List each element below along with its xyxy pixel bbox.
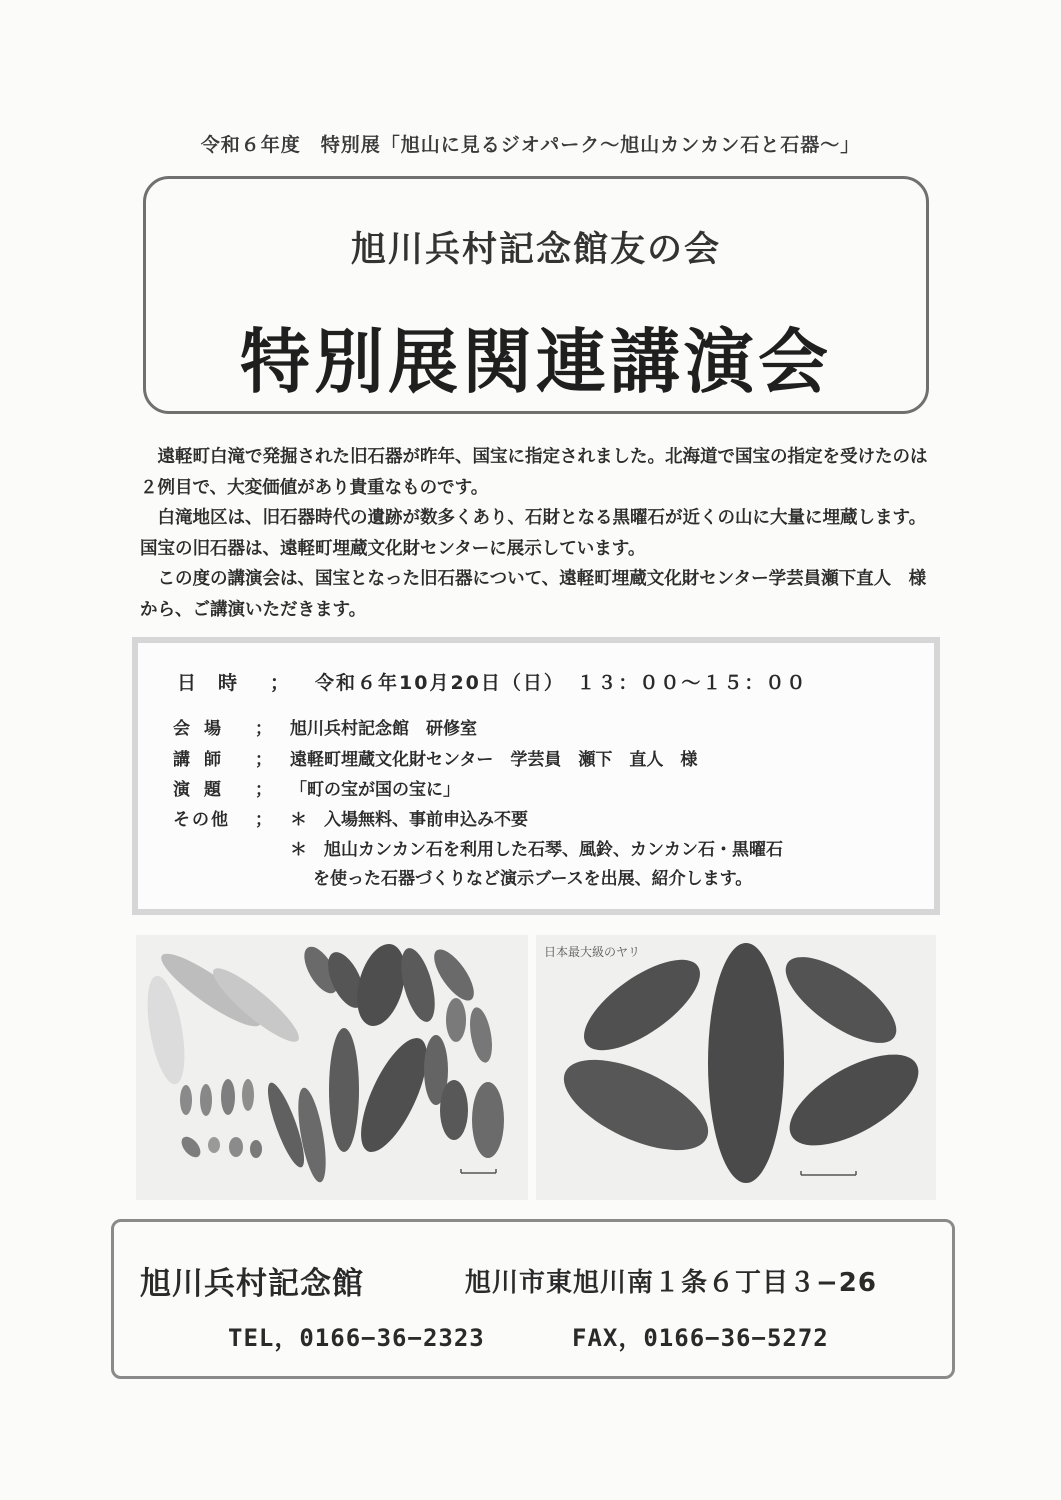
venue-sep: ； <box>255 719 272 739</box>
other-sep: ； <box>255 810 272 830</box>
other-item: ＊ 入場無料、事前申込み不要 <box>290 810 528 830</box>
topic-label: 演題 <box>173 780 235 800</box>
other-label: その他 <box>173 810 230 830</box>
stone-tools-photo <box>136 935 528 1200</box>
intro-text <box>140 442 930 625</box>
topic-sep: ； <box>255 780 272 800</box>
lecturer-value: 遠軽町埋蔵文化財センター 学芸員 瀬下 直人 様 <box>290 750 698 770</box>
other-item: ＊ 旭山カンカン石を利用した石琴、風鈴、カンカン石・黒曜石 <box>290 840 783 860</box>
museum-address: 旭川市東旭川南１条６丁目３−26 <box>465 1268 877 1298</box>
datetime-label: 日時 <box>177 672 260 694</box>
lecturer-label: 講師 <box>173 750 235 770</box>
venue-value: 旭川兵村記念館 研修室 <box>290 719 477 739</box>
topic-value: 「町の宝が国の宝に」 <box>290 780 460 800</box>
datetime-value: 令和６年10月20日（日） １３：００～１５：００ <box>315 672 808 694</box>
phone-number: TEL，0166−36−2323 <box>228 1324 485 1352</box>
intro-paragraph: 白滝地区は、旧石器時代の遺跡が数多くあり、石財となる黒曜石が近くの山に大量に埋蔵します。国宝の旧石器は、遠軽町埋蔵文化財センターに展示しています。 <box>140 508 927 559</box>
other-item: を使った石器づくりなど演示ブースを出展、紹介します。 <box>313 869 753 889</box>
museum-name: 旭川兵村記念館 <box>140 1266 364 1302</box>
spearheads-photo <box>536 935 936 1200</box>
page-title: 特別展関連講演会 <box>240 321 832 403</box>
fax-number: FAX，0166−36−5272 <box>572 1324 829 1352</box>
lecturer-sep: ； <box>255 750 272 770</box>
venue-label: 会場 <box>173 719 235 739</box>
intro-paragraph: 遠軽町白滝で発掘された旧石器が昨年、国宝に指定されました。北海道で国宝の指定を受けたのは２例目で、大変価値があり貴重なものです。 <box>140 447 928 498</box>
intro-paragraph: この度の講演会は、国宝となった旧石器について、遠軽町埋蔵文化財センター学芸員瀬下直人 様から、ご講演いただきます。 <box>140 569 927 620</box>
organization-name: 旭川兵村記念館友の会 <box>350 230 721 270</box>
exhibition-subtitle: 令和６年度 特別展「旭山に見るジオパーク～旭山カンカン石と石器～」 <box>200 134 861 156</box>
photo-caption: 日本最大級のヤリ <box>544 945 641 959</box>
datetime-sep: ； <box>270 672 290 694</box>
